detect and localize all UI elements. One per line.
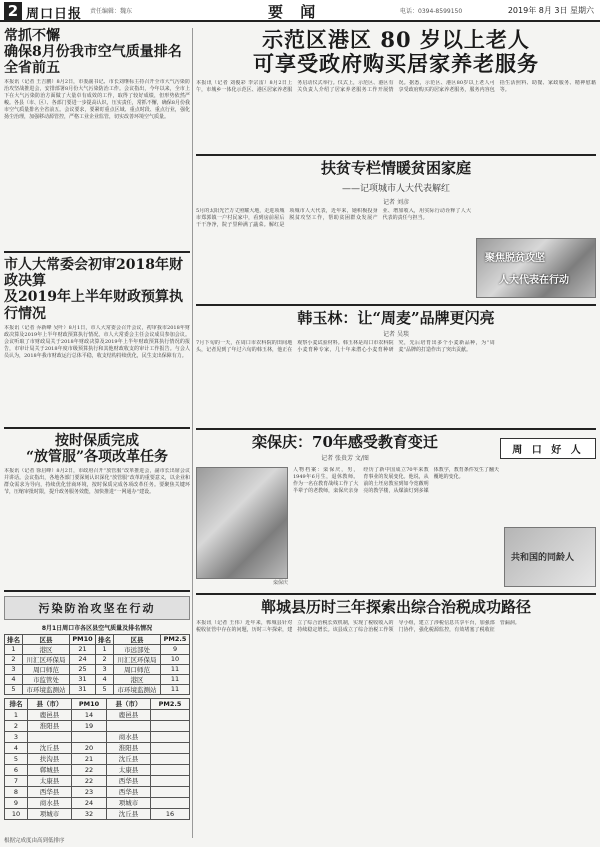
table-cell bbox=[27, 731, 71, 742]
han-byline: 记者 吴琰 bbox=[383, 330, 409, 338]
table-cell: 区县 bbox=[114, 634, 161, 644]
table-cell: 11 bbox=[161, 674, 190, 684]
table-row bbox=[5, 764, 190, 775]
portrait-photo bbox=[196, 467, 288, 579]
table-cell: 3 bbox=[5, 664, 23, 674]
table-cell: 项城市 bbox=[27, 808, 71, 819]
table-cell: 西华县 bbox=[106, 775, 150, 786]
poverty-article bbox=[196, 160, 596, 299]
table-cell: 31 bbox=[70, 684, 96, 694]
table-row bbox=[5, 720, 190, 731]
people-article bbox=[196, 434, 596, 589]
han-headline: 韩玉林：让“周麦”品牌更闪亮 bbox=[297, 308, 495, 327]
lead-article bbox=[196, 28, 596, 150]
table-row bbox=[5, 644, 190, 654]
portrait-caption: 栾保庆 bbox=[272, 580, 288, 587]
table-cell: 排名 bbox=[5, 698, 28, 709]
table-cell: 鹿邑县 bbox=[27, 709, 71, 720]
dancheng-headline: 郸城县历时三年探索出综合治税成功路径 bbox=[260, 598, 531, 617]
table-cell: 4 bbox=[5, 674, 23, 684]
table-cell bbox=[72, 731, 107, 742]
table-cell: 县（市） bbox=[27, 698, 71, 709]
table-cell: 3 bbox=[96, 664, 114, 674]
table-cell: 沈丘县 bbox=[27, 742, 71, 753]
table-cell: 商水县 bbox=[27, 797, 71, 808]
table-cell: 西华县 bbox=[106, 786, 150, 797]
table-cell: 23 bbox=[72, 786, 107, 797]
table-cell: 西华县 bbox=[27, 786, 71, 797]
left-column bbox=[4, 28, 190, 820]
poverty-photo: 聚焦脱贫攻坚 人大代表在行动 bbox=[476, 238, 596, 298]
table-cell: 20 bbox=[72, 742, 107, 753]
table-cell: 16 bbox=[151, 808, 190, 819]
dancheng-article bbox=[196, 599, 596, 718]
table-cell: 项城市 bbox=[106, 797, 150, 808]
table-cell: 24 bbox=[72, 797, 107, 808]
table-cell: 1 bbox=[5, 709, 28, 720]
poverty-subheadline: ——记项城市人大代表解红 bbox=[341, 183, 450, 194]
table-cell: 11 bbox=[161, 684, 190, 694]
article-budget bbox=[4, 257, 190, 422]
table-row bbox=[5, 786, 190, 797]
headline-reform-l2: “放管服”各项改革任务 bbox=[25, 448, 169, 465]
table-cell bbox=[151, 742, 190, 753]
table-row bbox=[5, 775, 190, 786]
table-row bbox=[5, 808, 190, 819]
table-cell: 9 bbox=[5, 797, 28, 808]
table-cell: 沈丘县 bbox=[106, 808, 150, 819]
table-cell: 扶沟县 bbox=[27, 753, 71, 764]
table-cell bbox=[151, 753, 190, 764]
table-row bbox=[5, 654, 190, 664]
paper-name: 周口日报 bbox=[26, 7, 83, 22]
headline-budget-l2: 及2019年上半年财政预算执行情况 bbox=[4, 289, 183, 322]
table-cell: 3 bbox=[5, 731, 28, 742]
han-body: 7月下旬的一天，在周口市农科院的田间地头，记者见到了年过六旬的韩玉林，他正在观察小麦试验材料。韩玉林是周口市农科院小麦育种专家，几十年来潜心小麦育种研究，先后培育出多个小麦新品种，为“周麦”品牌的打造作出了突出贡献。 bbox=[196, 339, 495, 353]
table-cell: 川汇区环保局 bbox=[22, 654, 69, 664]
table-cell: 10 bbox=[5, 808, 28, 819]
table-cell: 31 bbox=[70, 674, 96, 684]
table-cell: 22 bbox=[72, 764, 107, 775]
table-cell: 4 bbox=[5, 742, 28, 753]
table-row bbox=[5, 674, 190, 684]
masthead bbox=[0, 0, 600, 22]
table-cell: 川汇区环保局 bbox=[114, 654, 161, 664]
table-row bbox=[5, 753, 190, 764]
table-row bbox=[5, 742, 190, 753]
people-byline: 记者 张贵芳 文/图 bbox=[321, 455, 369, 463]
right-column bbox=[196, 28, 596, 718]
table-cell: 2 bbox=[5, 720, 28, 731]
article-reform-body: 本报讯（记者 徐启峰）8月2日，市政府召开“放管服”改革推进会，副市长出席会议并讲话。会议指出，各地各部门要深刻认识深化“放管服”改革的重要意义，以企业和群众需求为导向，持续优化营商环境，按时保质完成各项改革任务。要聚焦关键环节，压缩审批时限，提升政务服务效能，加快推进“一网通办”建设。 bbox=[4, 467, 190, 495]
table-cell bbox=[151, 720, 190, 731]
table-cell: PM10 bbox=[72, 698, 107, 709]
poverty-headline: 扶贫专栏情暖贫困家庭 bbox=[320, 159, 471, 178]
people-headline: 栾保庆：70年感受教育变迁 bbox=[252, 432, 438, 451]
table-row bbox=[5, 731, 190, 742]
table-source-note: 根据完成度由高到低排序 bbox=[4, 838, 65, 844]
table-cell: PM2.5 bbox=[151, 698, 190, 709]
section-title: 要 闻 bbox=[268, 3, 322, 21]
article-air-quality bbox=[4, 28, 190, 247]
poverty-body: 5月的太阳光芒万丈照耀大地，走进项城市郑郭镇一户村民家中，看到房前屋后干干净净，院子里种满了蔬菜。解红是项城市人大代表，近年来，她积极投身脱贫攻坚工作，帮助贫困群众发展产业、增加收入，用实际行动诠释了人大代表的责任与担当。 bbox=[196, 207, 471, 228]
district-air-table bbox=[4, 634, 190, 695]
editor-info: 责任编辑：魏东 bbox=[90, 8, 133, 15]
table-cell: 10 bbox=[161, 654, 190, 664]
table-cell: 6 bbox=[5, 764, 28, 775]
table-cell: 21 bbox=[70, 644, 96, 654]
county-air-table bbox=[4, 698, 190, 820]
table-cell bbox=[151, 709, 190, 720]
table-cell: 5 bbox=[5, 753, 28, 764]
table-cell: 市环境监测站 bbox=[22, 684, 69, 694]
table-cell: 5 bbox=[5, 684, 23, 694]
air-table-caption: 8月1日周口市各区县空气质量及排名情况 bbox=[41, 624, 153, 632]
table-cell: 19 bbox=[72, 720, 107, 731]
phone-info: 电话：0394-8599150 bbox=[400, 8, 463, 15]
table-cell: 港区 bbox=[22, 644, 69, 654]
people-body: 人物档案：栾保庆，男，1949年6月生，退休教师。作为一名在教育战线工作了大半辈子的老教师，栾保庆亲身经历了新中国成立70年来教育事业的发展变化。他说，从前的土坯房教室到如今宽敞明亮的教学楼，从煤油灯到多媒体教学，教育条件发生了翻天覆地的变化。 bbox=[293, 467, 499, 495]
table-cell bbox=[151, 764, 190, 775]
pollution-banner: 污染防治攻坚在行动 bbox=[4, 596, 190, 620]
table-cell: 港区 bbox=[114, 674, 161, 684]
table-cell: 14 bbox=[72, 709, 107, 720]
article-budget-body: 本报讯（记者 乔新峰 吴叶）8月1日，市人大常委会召开会议，初审我市2018年财政决算及2019年上半年财政预算执行情况。市人大常委会主任会议成员参加会议。会议听取了市财政局关于2018年财政决算及2019年上半年财政预算执行情况的报告，市审计局关于2018年度市级预算执行和其他财政收支的审计工作报告。与会人员认为，2018年我市财政运行总体平稳，收支结构持续优化，民生支出保障有力。 bbox=[4, 324, 190, 359]
gongheguo-logo: 共和国的同龄人 bbox=[504, 527, 596, 587]
article-air-body: 本报讯（记者 王吉鹏）8月2日，市委副书记、市长刘继标主持召开全市大气污染防治攻坚战推进会，安排部署8月份大气污染防治工作。会议指出，今年以来，全市上下在大气污染防治方面做了大量卓有成效的工作，取得了较好成绩，但形势依然严峻。各县（市、区）、各部门要进一步提高认识，压实责任，常抓不懈，确保8月份我市空气质量排名全省前五。会议要求，要紧盯重点区域、重点时段、重点行业，强化扬尘治理，加强移动源管控，严格工业企业监管，切实改善环境空气质量。 bbox=[4, 79, 190, 121]
han-article bbox=[196, 310, 596, 424]
table-cell: 商水县 bbox=[106, 731, 150, 742]
table-cell bbox=[151, 775, 190, 786]
table-cell: 周口师范 bbox=[114, 664, 161, 674]
table-cell: 25 bbox=[70, 664, 96, 674]
table-cell: 24 bbox=[70, 654, 96, 664]
headline-reform-l1: 按时保质完成 bbox=[55, 432, 139, 449]
table-cell bbox=[106, 720, 150, 731]
table-cell: 1 bbox=[96, 644, 114, 654]
table-cell: 8 bbox=[5, 786, 28, 797]
table-cell: 区县 bbox=[22, 634, 69, 644]
table-cell bbox=[151, 786, 190, 797]
table-cell: 太康县 bbox=[27, 775, 71, 786]
table-cell: 1 bbox=[5, 644, 23, 654]
table-cell: 市远部处 bbox=[114, 644, 161, 654]
table-cell: 市环境监测站 bbox=[114, 684, 161, 694]
headline-budget-l1: 市人大常委会初审2018年财政决算 bbox=[4, 257, 183, 290]
headline-air-l1: 常抓不懈 bbox=[4, 28, 60, 44]
section-label-good-people: 周 口 好 人 bbox=[500, 438, 596, 459]
table-row bbox=[5, 684, 190, 694]
table-row bbox=[5, 797, 190, 808]
pollution-section bbox=[4, 596, 190, 820]
table-cell bbox=[151, 797, 190, 808]
table-cell: 周口师范 bbox=[22, 664, 69, 674]
table-cell: 排名 bbox=[5, 634, 23, 644]
table-cell: 淮阳县 bbox=[27, 720, 71, 731]
article-reform bbox=[4, 433, 190, 586]
page-number: 2 bbox=[4, 2, 22, 20]
table-cell: 郸城县 bbox=[27, 764, 71, 775]
table-cell: 沈丘县 bbox=[106, 753, 150, 764]
lead-headline-l1: 示范区港区 80 岁以上老人 bbox=[262, 27, 530, 52]
table-cell: 32 bbox=[72, 808, 107, 819]
table-cell: 鹿邑县 bbox=[106, 709, 150, 720]
table-cell: 太康县 bbox=[106, 764, 150, 775]
poverty-byline: 记者 刘彦 bbox=[383, 198, 409, 206]
table-header-row bbox=[5, 634, 190, 644]
table-cell: 2 bbox=[96, 654, 114, 664]
column-divider bbox=[192, 28, 193, 838]
table-cell: 4 bbox=[96, 674, 114, 684]
lead-body: 本报讯（记者 刘俊彩 李宗雷）8月2日上午，市城乡一体化示范区、港区居家养老服务启动仪式举行。仪式上，示范区、港区有关负责人介绍了居家养老服务工作开展情况。据悉，示范区、港区80岁以上老人可享受政府购买的居家养老服务，服务内容包括生活照料、助餐、家政服务、精神慰藉等。 bbox=[196, 80, 596, 94]
table-cell: 县（市） bbox=[106, 698, 150, 709]
table-cell: 5 bbox=[96, 684, 114, 694]
table-row bbox=[5, 709, 190, 720]
table-row bbox=[5, 664, 190, 674]
table-cell: 11 bbox=[161, 664, 190, 674]
table-cell: 排名 bbox=[96, 634, 114, 644]
table-cell: 7 bbox=[5, 775, 28, 786]
issue-date: 2019年 8月 3日 星期六 bbox=[507, 6, 594, 15]
table-cell: PM2.5 bbox=[161, 634, 190, 644]
headline-air-l2: 确保8月份我市空气质量排名全省前五 bbox=[4, 44, 182, 77]
table-cell: 22 bbox=[72, 775, 107, 786]
table-cell: 2 bbox=[5, 654, 23, 664]
table-cell: 21 bbox=[72, 753, 107, 764]
table-cell: 9 bbox=[161, 644, 190, 654]
lead-headline-l2: 可享受政府购买居家养老服务 bbox=[253, 51, 539, 77]
table-cell bbox=[151, 731, 190, 742]
table-cell: 淮阳县 bbox=[106, 742, 150, 753]
table-cell: 市监管处 bbox=[22, 674, 69, 684]
table-header-row bbox=[5, 698, 190, 709]
table-cell: PM10 bbox=[70, 634, 96, 644]
dancheng-body: 本报讯（记者 王伟）近年来，郸城县针对税收征管中存在的问题，历时三年探索，建立了综合治税长效机制，实现了税收收入的持续稳定增长。该县成立了综合治税工作领导小组，建立了涉税信息共享平台，加强部门协作，强化税源监控，有效堵塞了税收征管漏洞。 bbox=[196, 620, 520, 634]
